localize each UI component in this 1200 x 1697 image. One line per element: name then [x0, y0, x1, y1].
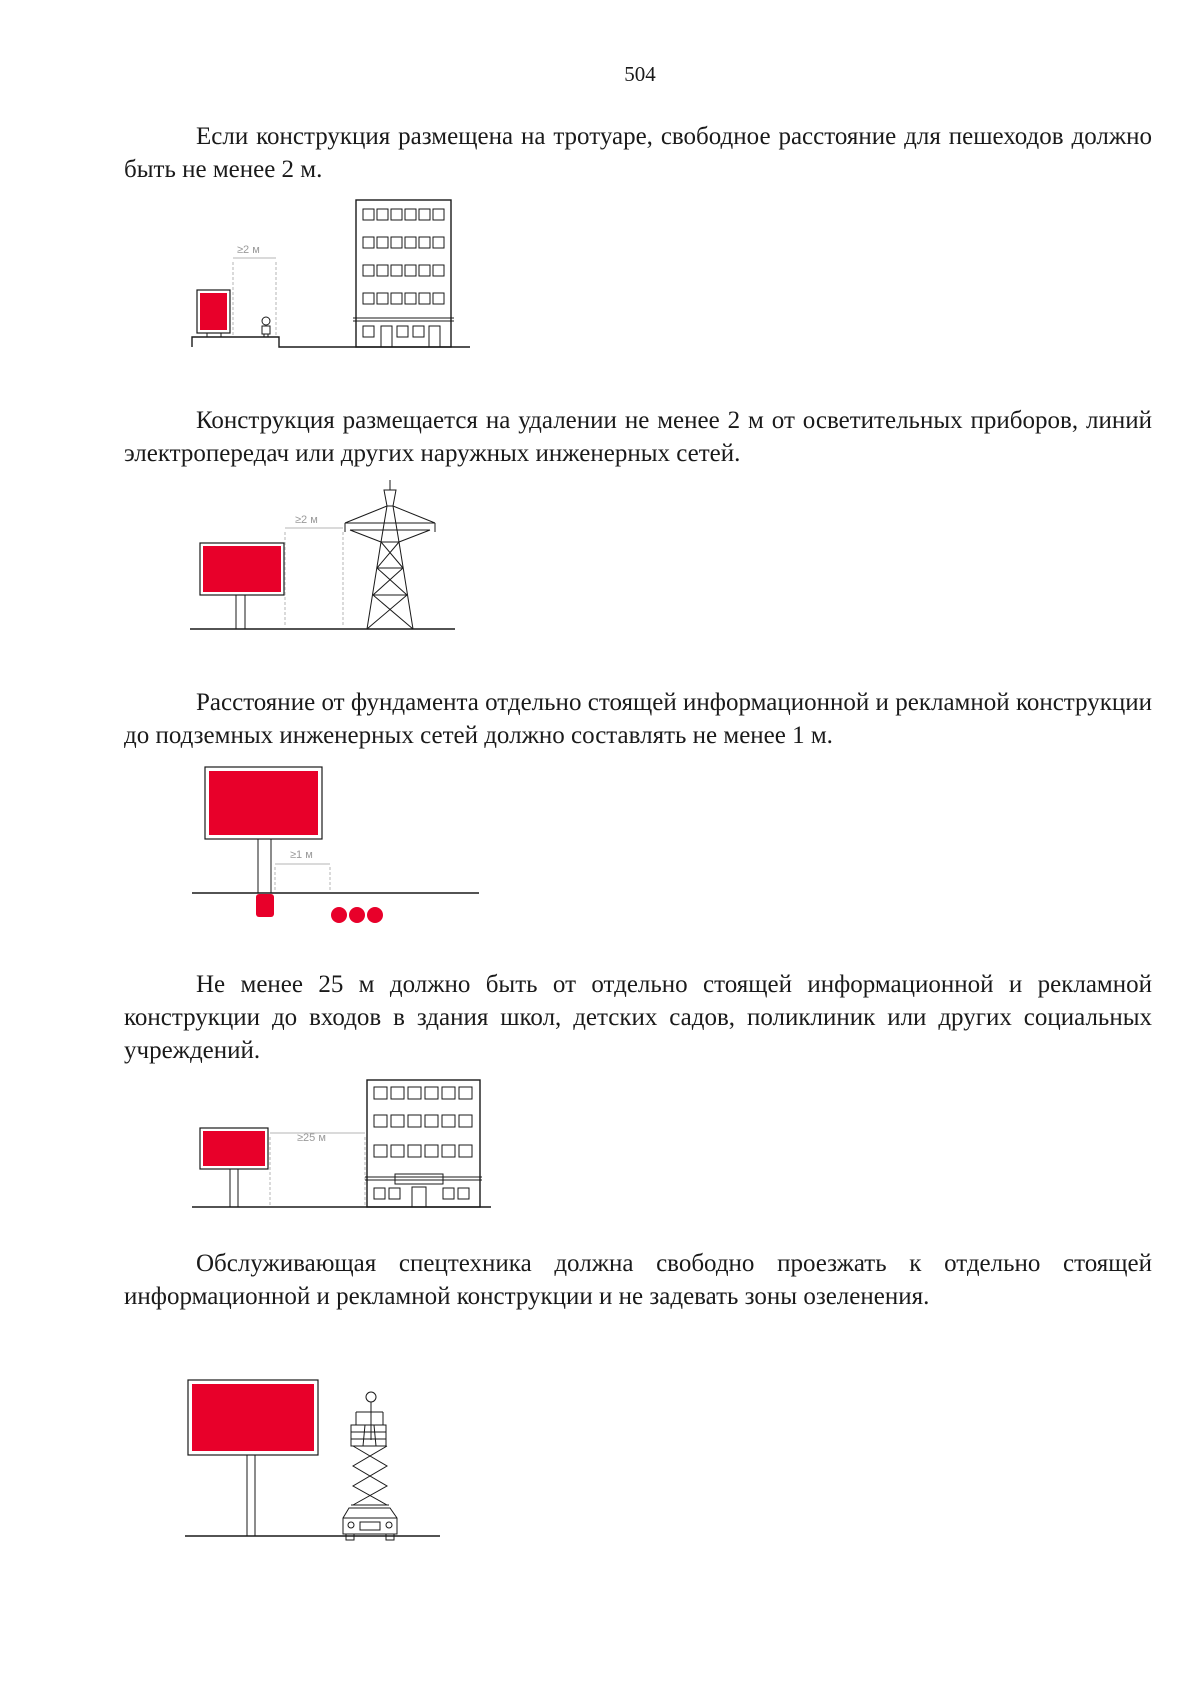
pipe-icon — [331, 907, 347, 923]
figure-sidewalk-distance — [185, 195, 485, 355]
dimension-label: ≥25 м — [297, 1132, 326, 1144]
paragraph-underground: Расстояние от фундамента отдельно стоящей информационной и рекламной конструкции до подземных инженерных сетей должно составлять не менее 1 м. — [124, 689, 1152, 749]
power-pylon-icon — [345, 480, 435, 629]
dimension-label: ≥2 м — [237, 244, 260, 256]
paragraph-service-vehicle: Обслуживающая спецтехника должна свободно проезжать к отдельно стоящей информационной и рекламной конструкции и не задевать зоны озеленения. — [124, 1250, 1152, 1310]
paragraph-power-line: Конструкция размещается на удалении не менее 2 м от осветительных приборов, линий электропередач или других наружных инженерных сетей. — [124, 407, 1152, 467]
figure-power-line-distance — [185, 470, 465, 635]
pipe-icon — [349, 907, 365, 923]
figure-school-distance — [185, 1075, 495, 1215]
figure-service-vehicle — [175, 1370, 455, 1545]
paragraph-school: Не менее 25 м должно быть от отдельно стоящей информационной и рекламной конструкции до входов в здания школ, детских садов, поликлиник или других социальных учреждений. — [124, 971, 1152, 1064]
school-building-icon — [365, 1080, 482, 1207]
paragraph-sidewalk: Если конструкция размещена на тротуаре, свободное расстояние для пешеходов должно быть не менее 2 м. — [124, 123, 1152, 183]
building-icon — [353, 200, 454, 347]
figure-underground-distance — [185, 755, 485, 935]
service-vehicle-icon — [343, 1392, 397, 1540]
dimension-label: ≥2 м — [295, 514, 318, 526]
page-number: 504 — [624, 62, 656, 86]
pipe-icon — [367, 907, 383, 923]
dimension-label: ≥1 м — [290, 849, 313, 861]
